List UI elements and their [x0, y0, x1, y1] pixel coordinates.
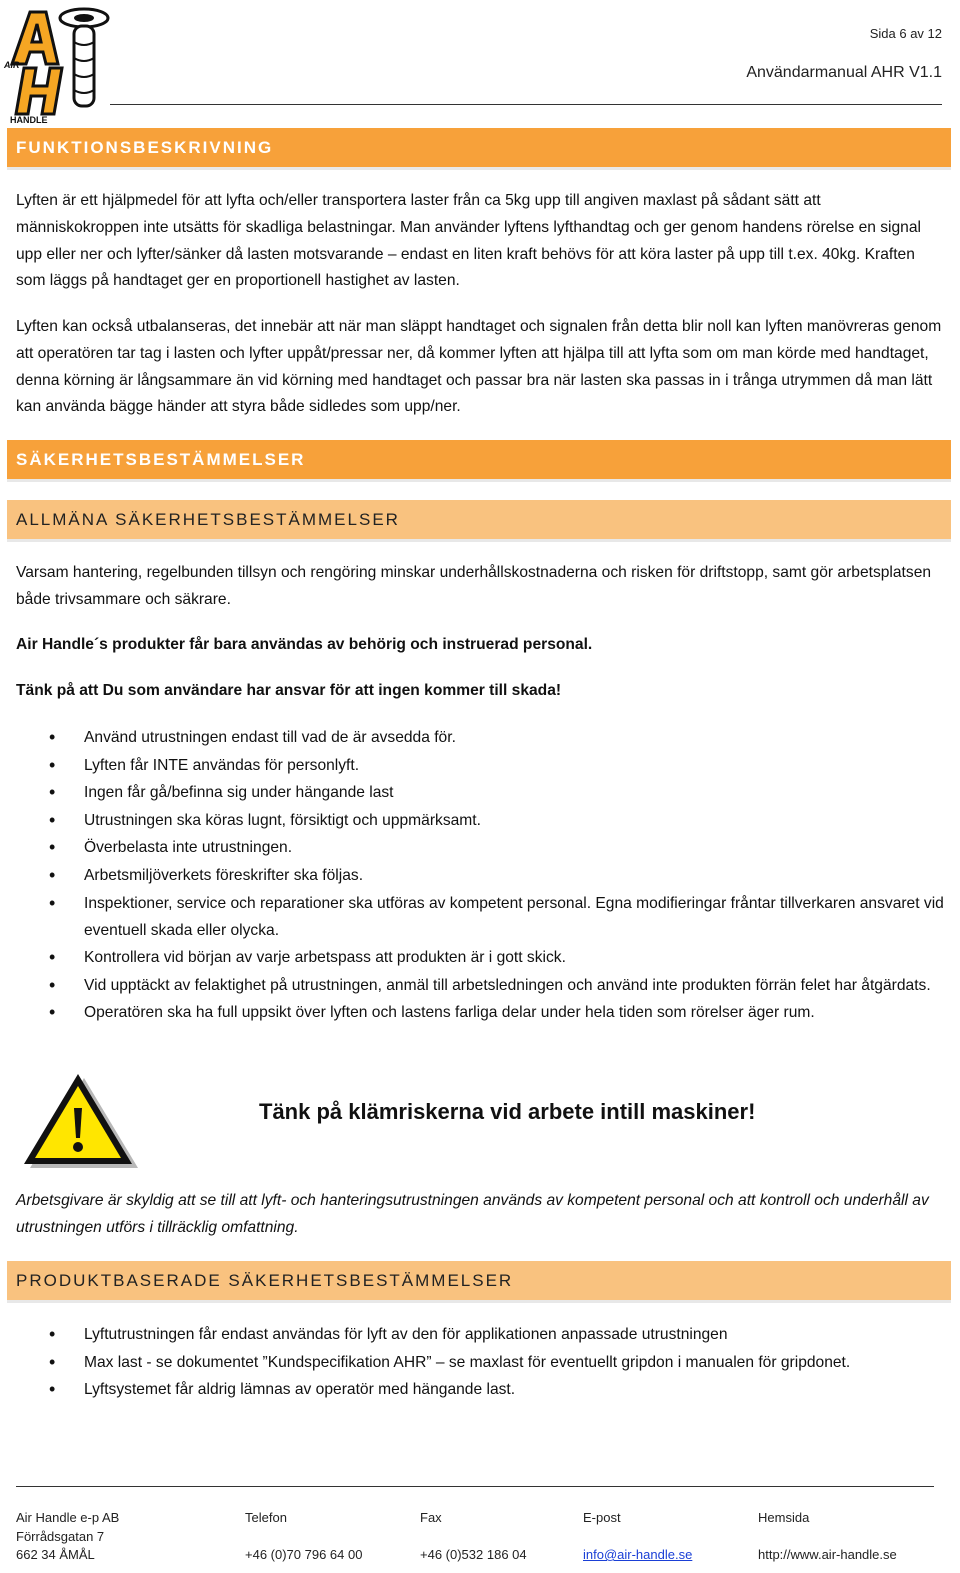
- footer-email: [583, 1509, 692, 1565]
- list-item: • Ingen får gå/befinna sig under hängande last: [16, 779, 946, 806]
- email-link[interactable]: info@air-handle.se: [583, 1547, 693, 1562]
- fax-value: +46 (0)532 186 04: [420, 1547, 527, 1562]
- section-sakerhetsbestammelser-heading: SÄKERHETSBESTÄMMELSER: [7, 440, 951, 482]
- general-safety-list: [16, 724, 946, 1027]
- list-item: • Max last - se dokumentet ”Kundspecifikation AHR” – se maxlast för eventuellt gripdon i manualen för gripdonet.: [16, 1349, 946, 1376]
- header-rule: [110, 104, 942, 105]
- product-safety-list: [16, 1321, 946, 1404]
- pinch-risk-warning: Tänk på klämriskerna vid arbete intill maskiner!: [259, 1099, 756, 1124]
- list-item: • Lyftsystemet får aldrig lämnas av operatör med hängande last.: [16, 1376, 946, 1403]
- manual-title: Användarmanual AHR V1.1: [746, 64, 942, 81]
- section-funktionsbeskrivning-heading: FUNKTIONSBESKRIVNING: [7, 128, 951, 170]
- phone-label: Telefon: [245, 1510, 287, 1525]
- list-item: • Lyftutrustningen får endast användas för lyft av den för applikationen anpassade utrustningen: [16, 1321, 946, 1348]
- fax-label: Fax: [420, 1510, 442, 1525]
- page-number: Sida 6 av 12: [869, 26, 942, 41]
- list-item: • Vid upptäckt av felaktighet på utrustningen, anmäl till arbetsledningen och använd inte produkten förrän felet har åtgärdats.: [16, 972, 946, 999]
- user-responsibility-notice: Tänk på att Du som användare har ansvar för att ingen kommer till skada!: [16, 682, 562, 699]
- funktion-paragraph-2: Lyften kan också utbalanseras, det innebär att när man släppt handtaget och signalen från detta blir noll kan lyften manövreras genom att operatören tar tag i lasten och lyfter uppåt/pressar ner, då kommer lyften att hjälpa till att lyfta som om man körde med handtaget, denna körning är långsammare än vid körning med handtaget och passar bra när lasten ska passas in i trånga utrymmen då man lätt kan använda bägge händer att styra både sidledes som upp/ner.: [16, 318, 942, 416]
- section-allmana-heading: ALLMÄNA SÄKERHETSBESTÄMMELSER: [7, 500, 951, 542]
- warning-triangle-icon: [18, 1072, 142, 1172]
- email-label: E-post: [583, 1510, 621, 1525]
- company-city: 662 34 ÅMÅL: [16, 1547, 95, 1562]
- list-item: • Arbetsmiljöverkets föreskrifter ska följas.: [16, 862, 946, 889]
- list-item: • Utrustningen ska köras lugnt, försiktigt och uppmärksamt.: [16, 807, 946, 834]
- logo-air-text: AIR: [4, 60, 20, 70]
- air-handle-logo: [2, 2, 112, 124]
- list-item: • Lyften får INTE användas för personlyft.: [16, 752, 946, 779]
- web-value: http://www.air-handle.se: [758, 1547, 897, 1562]
- company-street: Förrådsgatan 7: [16, 1528, 105, 1544]
- company-name: Air Handle e-p AB: [16, 1510, 120, 1525]
- allmana-paragraph: Varsam hantering, regelbunden tillsyn och rengöring minskar underhållskostnaderna och risken för driftstopp, samt gör arbetsplatsen både trivsammare och säkrare.: [16, 564, 932, 608]
- funktion-paragraph-1: Lyften är ett hjälpmedel för att lyfta och/eller transportera laster från ca 5kg upp till angiven maxlast på sådant sätt att människokroppen inte utsätts för skadliga belastningar. Man använder lyftens lyfthandtag och ger genom handens rörelse en signal upp eller ner och lyfter/sänker då lasten motsvarande – endast en liten kraft behövs för att köra laster på upp till t.ex. 40kg. Kraften som läggs på handtaget ger en proportionell hastighet av lasten.: [16, 192, 921, 290]
- list-item: • Inspektioner, service och reparationer ska utföras av kompetent personal. Egna modifieringar fråntar tillverkaren ansvaret vid eventuell skada eller olycka.: [16, 890, 946, 944]
- section-produktbaserade-heading: PRODUKTBASERADE SÄKERHETSBESTÄMMELSER: [7, 1261, 951, 1303]
- logo-handle-text: HANDLE: [10, 115, 48, 124]
- list-item: • Överbelasta inte utrustningen.: [16, 834, 946, 861]
- authorized-personnel-notice: Air Handle´s produkter får bara användas av behörig och instruerad personal.: [16, 636, 593, 653]
- footer-web: [758, 1509, 897, 1565]
- footer-fax: [420, 1509, 527, 1565]
- footer-rule: [16, 1486, 934, 1487]
- list-item: • Använd utrustningen endast till vad de är avsedda för.: [16, 724, 946, 751]
- list-item: • Kontrollera vid början av varje arbetspass att produkten är i gott skick.: [16, 944, 946, 971]
- list-item: • Operatören ska ha full uppsikt över lyften och lastens farliga delar under hela tiden som rörelser äger rum.: [16, 999, 946, 1026]
- employer-responsibility-text: Arbetsgivare är skyldig att se till att lyft- och hanteringsutrustningen används av kompetent personal och att kontroll och underhåll av utrustningen utförs i tillräcklig omfattning.: [16, 1192, 929, 1236]
- web-label: Hemsida: [758, 1510, 810, 1525]
- footer-phone: [245, 1509, 362, 1565]
- phone-value: +46 (0)70 796 64 00: [245, 1547, 363, 1562]
- footer-company: [16, 1509, 119, 1565]
